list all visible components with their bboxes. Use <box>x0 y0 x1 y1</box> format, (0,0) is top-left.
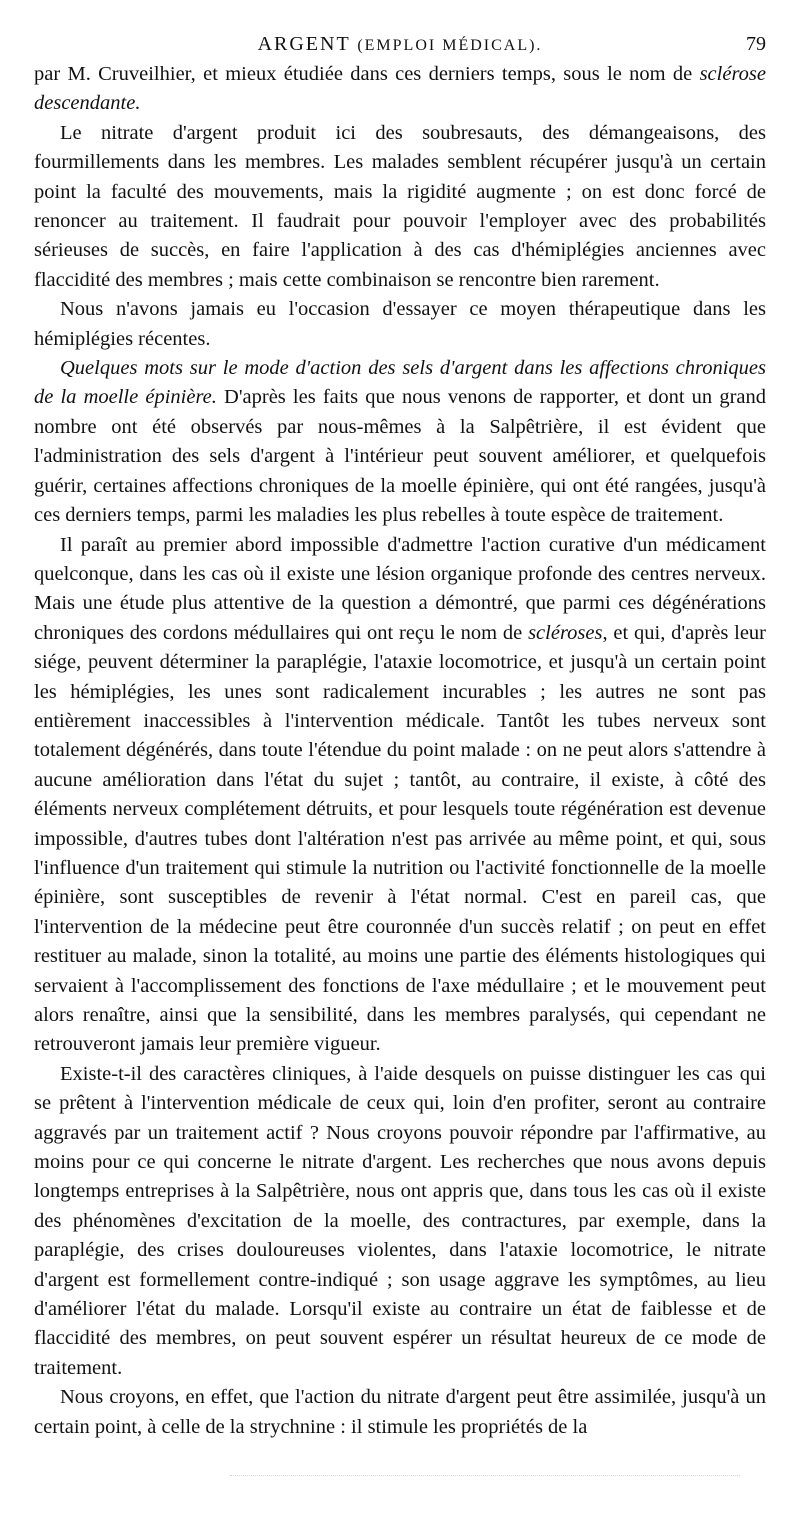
body-text <box>34 60 766 1442</box>
running-title <box>34 32 766 58</box>
paragraph <box>34 60 766 119</box>
text-segment: Nous n'avons jamais eu l'occasion d'essayer ce moyen thérapeutique dans les hémiplégies récentes. <box>34 298 766 350</box>
running-header <box>34 32 766 56</box>
paragraph <box>34 119 766 295</box>
text-segment: Le nitrate d'argent produit ici des soubresauts, des démangeaisons, des fourmillements dans les membres. Les malades semblent récupérer jusqu'à un certain point la faculté des mouvements, mais la rigidité augmente ; on est donc forcé de renoncer au traitement. Il faudrait pour pouvoir l'employer avec des probabilités sérieuses de succès, en faire l'application à des cas d'hémiplégies anciennes avec flaccidité des membres ; mais cette combinaison se rencontre bien rarement. <box>34 121 766 291</box>
paragraph <box>34 295 766 354</box>
text-segment: , et qui, d'après leur siége, peuvent déterminer la paraplégie, l'ataxie locomotrice, et jusqu'à un certain point les hémiplégies, les unes sont radicalement incurables ; les autres ne sont pas entièrement inaccessibles à l'intervention médicale. Tantôt les tubes nerveux sont totalement dégénérés, dans toute l'étendue du point malade : on ne peut alors s'attendre à aucune amélioration dans l'état du sujet ; tantôt, au contraire, il existe, à côté des éléments nerveux complétement détruits, et pour lesquels toute régénération est devenue impossible, d'autres tubes dont l'altération n'est pas arrivée au même point, et qui, sous l'influence d'un traitement qui stimule la nutrition ou l'activité fonctionnelle de la moelle épinière, sont susceptibles de revenir à l'état normal. C'est en pareil cas, que l'intervention de la médecine peut être couronnée d'un succès relatif ; on peut en effet restituer au malade, sinon la totalité, au moins une partie des éléments histologiques qui servaient à l'accomplissement des fonctions de l'axe médullaire ; et le mouvement peut alors renaître, ainsi que la sensibilité, dans les membres paralysés, qui cependant ne retrouveront jamais leur première vigueur. <box>34 621 766 1056</box>
running-title-main: ARGENT <box>257 33 351 55</box>
text-segment: Existe-t-il des caractères cliniques, à l'aide desquels on puisse distinguer les cas qui se prêtent à l'intervention médicale de ceux qui, loin d'en profiter, seront au contraire aggravés par un traitement actif ? Nous croyons pouvoir répondre par l'affirmative, au moins pour ce qui concerne le nitrate d'argent. Les recherches que nous avons depuis longtemps entreprises à la Salpêtrière, nous ont appris que, dans tous les cas où il existe des phénomènes d'excitation de la moelle, des contractures, par exemple, dans la paraplégie, des crises douloureuses violentes, dans l'ataxie locomotrice, le nitrate d'argent est formellement contre-indiqué ; son usage aggrave les symptômes, au lieu d'améliorer l'état du malade. Lorsqu'il existe au contraire un état de faiblesse et de flaccidité des membres, on peut souvent espérer un résultat heureux de ce mode de traitement. <box>34 1062 766 1379</box>
paragraph <box>34 354 766 530</box>
text-segment: D'après les faits que nous venons de rapporter, et dont un grand nombre ont été observés par nous-mêmes à la Salpêtrière, il est évident que l'administration des sels d'argent à l'intérieur peut souvent améliorer, et quelquefois guérir, certaines affections chroniques de la moelle épinière, qui ont été rangées, jusqu'à ces derniers temps, parmi les maladies les plus rebelles à toute espèce de traitement. <box>34 386 766 527</box>
italic-text: Quelques mots sur le mode d'action des sels d'argent dans les affections chroniques de la moelle épinière. <box>34 357 766 409</box>
page-number: 79 <box>746 33 766 55</box>
paragraph <box>34 1383 766 1442</box>
paragraph <box>34 1060 766 1383</box>
bottom-print-artifact <box>230 1475 740 1480</box>
italic-text: scléroses <box>528 621 603 644</box>
running-title-sub: (EMPLOI MÉDICAL). <box>357 37 543 54</box>
text-segment: Nous croyons, en effet, que l'action du nitrate d'argent peut être assimilée, jusqu'à un certain point, à celle de la strychnine : il stimule les propriétés de la <box>34 1386 766 1438</box>
text-segment: par M. Cruveilhier, et mieux étudiée dans ces derniers temps, sous le nom de <box>34 63 700 85</box>
text-segment: Il paraît au premier abord impossible d'admettre l'action curative d'un médicament quelconque, dans les cas où il existe une lésion organique profonde des centres nerveux. Mais une étude plus attentive de la question a démontré, que parmi ces dégénérations chroniques des cordons médullaires qui ont reçu le nom de <box>34 533 766 644</box>
paragraph <box>34 531 766 1060</box>
italic-text: sclérose descendante. <box>34 63 766 115</box>
